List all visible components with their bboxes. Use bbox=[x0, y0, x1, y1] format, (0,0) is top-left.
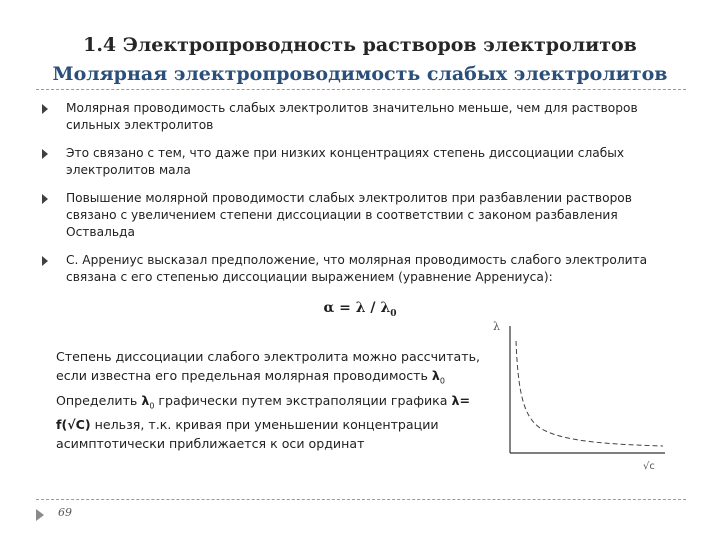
bullet-list bbox=[36, 100, 686, 297]
bullet-arrow-icon bbox=[42, 256, 48, 266]
bullet-item bbox=[36, 252, 686, 286]
formula-slash: / bbox=[365, 300, 381, 316]
formula-lambda: λ bbox=[355, 300, 366, 316]
explanation-paragraph bbox=[56, 347, 486, 453]
graph-curve bbox=[516, 341, 663, 446]
bullet-item bbox=[36, 190, 686, 241]
bullet-text: С. Аррениус высказал предположение, что молярная проводимость слабого электролита связана с его степенью диссоциации выражением (уравнение Аррениуса): bbox=[66, 253, 648, 284]
formula-subscript: 0 bbox=[390, 308, 397, 319]
para-lambda-eq: λ= bbox=[451, 392, 471, 408]
formula-alpha: α bbox=[323, 300, 335, 316]
para-subscript: 0 bbox=[439, 376, 445, 386]
conductivity-graph bbox=[485, 316, 675, 476]
para-text-3: графически путем экстраполяции графика bbox=[154, 392, 452, 408]
para-text-2: Определить bbox=[56, 392, 142, 408]
bullet-item bbox=[36, 100, 686, 134]
para-text-1: Степень диссоциации слабого электролита можно рассчитать, если известна его предельная молярная проводимость bbox=[56, 349, 481, 383]
graph-y-label: λ bbox=[493, 320, 500, 333]
bullet-text: Повышение молярной проводимости слабых электролитов при разбавлении растворов связано с увеличением степени диссоциации в соответствии с законом разбавления Оствальда bbox=[66, 191, 632, 239]
bullet-text: Молярная проводимость слабых электролитов значительно меньше, чем для растворов сильных электролитов bbox=[66, 101, 638, 132]
formula-equals: = bbox=[334, 300, 356, 316]
para-text-4: нельзя, т.к. кривая при уменьшении концентрации асимптотически приближается к оси ординат bbox=[56, 417, 439, 452]
bullet-arrow-icon bbox=[42, 194, 48, 204]
graph-x-label: √c bbox=[643, 461, 655, 472]
bottom-divider bbox=[36, 499, 686, 500]
bullet-arrow-icon bbox=[42, 149, 48, 159]
footer-arrow-icon bbox=[36, 509, 44, 521]
slide-subtitle: Молярная электропроводимость слабых электролитов bbox=[52, 63, 668, 85]
slide-title: 1.4 Электропроводность растворов электролитов bbox=[83, 34, 637, 56]
para-subscript: 0 bbox=[149, 401, 155, 411]
para-function: f(√C) bbox=[56, 417, 91, 433]
bullet-arrow-icon bbox=[42, 104, 48, 114]
top-divider bbox=[36, 89, 686, 90]
para-lambda: λ bbox=[141, 392, 150, 408]
bullet-item bbox=[36, 145, 686, 179]
bullet-text: Это связано с тем, что даже при низких концентрациях степень диссоциации слабых электролитов мала bbox=[66, 146, 625, 177]
para-lambda: λ bbox=[431, 368, 440, 383]
formula-lambda-zero: λ bbox=[380, 300, 391, 316]
page-number: 69 bbox=[58, 506, 72, 519]
